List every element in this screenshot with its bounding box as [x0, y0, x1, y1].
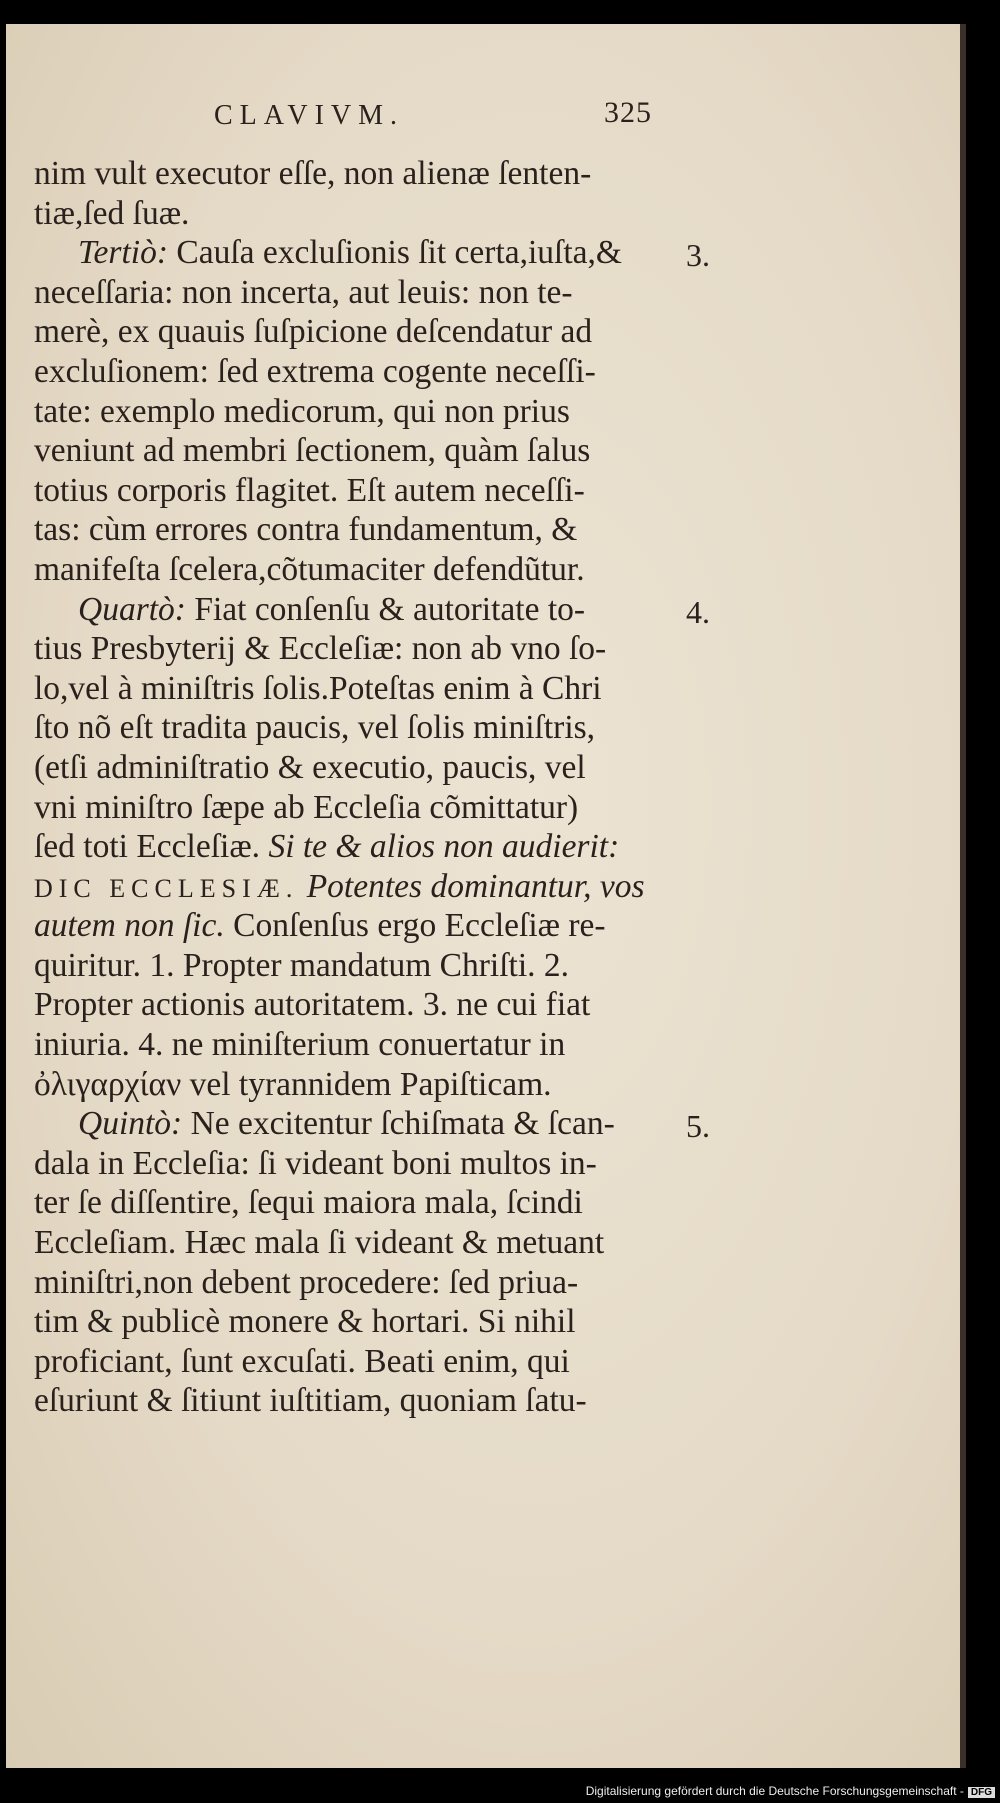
italic-text: Potentes dominantur, vos: [298, 867, 645, 905]
text-line: [34, 550, 674, 590]
running-head-title: CLAVIVM.: [214, 100, 405, 131]
text-segment: proficiant, ſunt excuſati. Beati enim, qui: [34, 1342, 570, 1380]
text-line: [34, 1223, 674, 1263]
text-line: [34, 867, 674, 907]
text-segment: iniuria. 4. ne miniſterium conuertatur in: [34, 1026, 566, 1064]
text-line: [34, 985, 674, 1025]
text-line: [34, 431, 674, 471]
text-segment: Ne excitentur ſchiſmata & ſcan-: [182, 1105, 615, 1143]
text-segment: manifeſta ſcelera,cõtumaciter defendũtur.: [34, 550, 585, 588]
text-segment: ſed toti Eccleſiæ.: [34, 828, 269, 866]
text-segment: lo,vel à miniſtris ſolis.Poteſtas enim à Chri: [34, 669, 602, 707]
text-line: [34, 154, 674, 194]
text-segment: excluſionem: ſed extrema cogente neceſſi-: [34, 352, 596, 390]
text-segment: Eccleſiam. Hæc mala ſi videant & metuant: [34, 1224, 605, 1262]
text-line: [34, 1144, 674, 1184]
text-segment: quiritur. 1. Propter mandatum Chriſti. 2.: [34, 946, 570, 984]
text-segment: tius Presbyterij & Eccleſiæ: non ab vno ſo-: [34, 630, 607, 668]
book-page: [6, 24, 966, 1768]
text-line: [34, 1342, 674, 1382]
text-segment: tim & publicè monere & hortari. Si nihil: [34, 1303, 576, 1341]
text-line: [34, 1065, 674, 1105]
text-segment: neceſſaria: non incerta, aut leuis: non te-: [34, 273, 573, 311]
italic-text: Quintò:: [78, 1105, 183, 1143]
text-segment: veniunt ad membri ſectionem, quàm ſalus: [34, 432, 591, 470]
text-line: [34, 1025, 674, 1065]
text-segment: tiæ,ſed ſuæ.: [34, 194, 190, 232]
text-segment: Conſenſus ergo Eccleſiæ re-: [224, 907, 606, 945]
text-segment: totius corporis flagitet. Eſt autem neceſſi-: [34, 471, 585, 509]
text-segment: Fiat conſenſu & autoritate to-: [185, 590, 586, 628]
margin-number: 5.: [686, 1108, 710, 1145]
text-segment: dala in Eccleſia: ſi videant boni multos in-: [34, 1144, 597, 1182]
running-head: [0, 96, 1000, 140]
text-segment: eſuriunt & ſitiunt iuſtitiam, quoniam ſatu-: [34, 1382, 587, 1420]
text-line: [34, 629, 674, 669]
text-segment: tas: cùm errores contra fundamentum, &: [34, 511, 578, 549]
text-segment: Cauſa excluſionis ſit certa,iuſta,&: [167, 234, 622, 272]
small-caps-text: DIC ECCLESIÆ.: [34, 873, 299, 903]
text-line: [34, 788, 674, 828]
italic-text: autem non ſic.: [34, 907, 225, 945]
text-line: [34, 669, 674, 709]
text-segment: ὀλιγαρχίαν vel tyrannidem Papiſticam.: [34, 1065, 552, 1103]
text-line: [34, 471, 674, 511]
body-text: [34, 154, 674, 1421]
text-segment: Propter actionis autoritatem. 3. ne cui fiat: [34, 986, 591, 1024]
italic-text: Tertiò:: [78, 234, 168, 272]
text-segment: (etſi adminiſtratio & executio, paucis, vel: [34, 748, 586, 786]
dfg-logo: DFG: [968, 1787, 995, 1798]
text-segment: miniſtri,non debent procedere: ſed priua-: [34, 1263, 579, 1301]
margin-number: 4.: [686, 593, 710, 630]
text-line: [34, 392, 674, 432]
text-line: [34, 590, 674, 630]
text-line: [34, 748, 674, 788]
text-line: [34, 1381, 674, 1421]
digitization-footer: [0, 1784, 995, 1798]
text-line: [34, 827, 674, 867]
text-line: [34, 1302, 674, 1342]
page-number: 325: [604, 96, 652, 129]
text-line: [34, 312, 674, 352]
text-line: [34, 352, 674, 392]
text-segment: ſto nõ eſt tradita paucis, vel ſolis miniſtris,: [34, 709, 596, 747]
text-segment: tate: exemplo medicorum, qui non prius: [34, 392, 570, 430]
footer-text: Digitalisierung gefördert durch die Deutsche Forschungsgemeinschaft -: [585, 1784, 964, 1798]
text-segment: ter ſe diſſentire, ſequi maiora mala, ſcindi: [34, 1184, 583, 1222]
italic-text: Si te & alios non audierit:: [268, 828, 620, 866]
text-line: [34, 194, 674, 234]
margin-number: 3.: [686, 237, 710, 274]
italic-text: Quartò:: [78, 590, 186, 628]
text-line: [34, 1263, 674, 1303]
text-line: [34, 708, 674, 748]
text-line: [34, 946, 674, 986]
text-line: [34, 1104, 674, 1144]
text-line: [34, 233, 674, 273]
text-line: [34, 1183, 674, 1223]
text-segment: merè, ex quauis ſuſpicione deſcendatur ad: [34, 313, 593, 351]
text-segment: nim vult executor eſſe, non alienæ ſenten-: [34, 155, 592, 192]
text-line: [34, 510, 674, 550]
text-line: [34, 906, 674, 946]
text-line: [34, 273, 674, 313]
text-segment: vni miniſtro ſæpe ab Eccleſia cõmittatur): [34, 788, 579, 826]
